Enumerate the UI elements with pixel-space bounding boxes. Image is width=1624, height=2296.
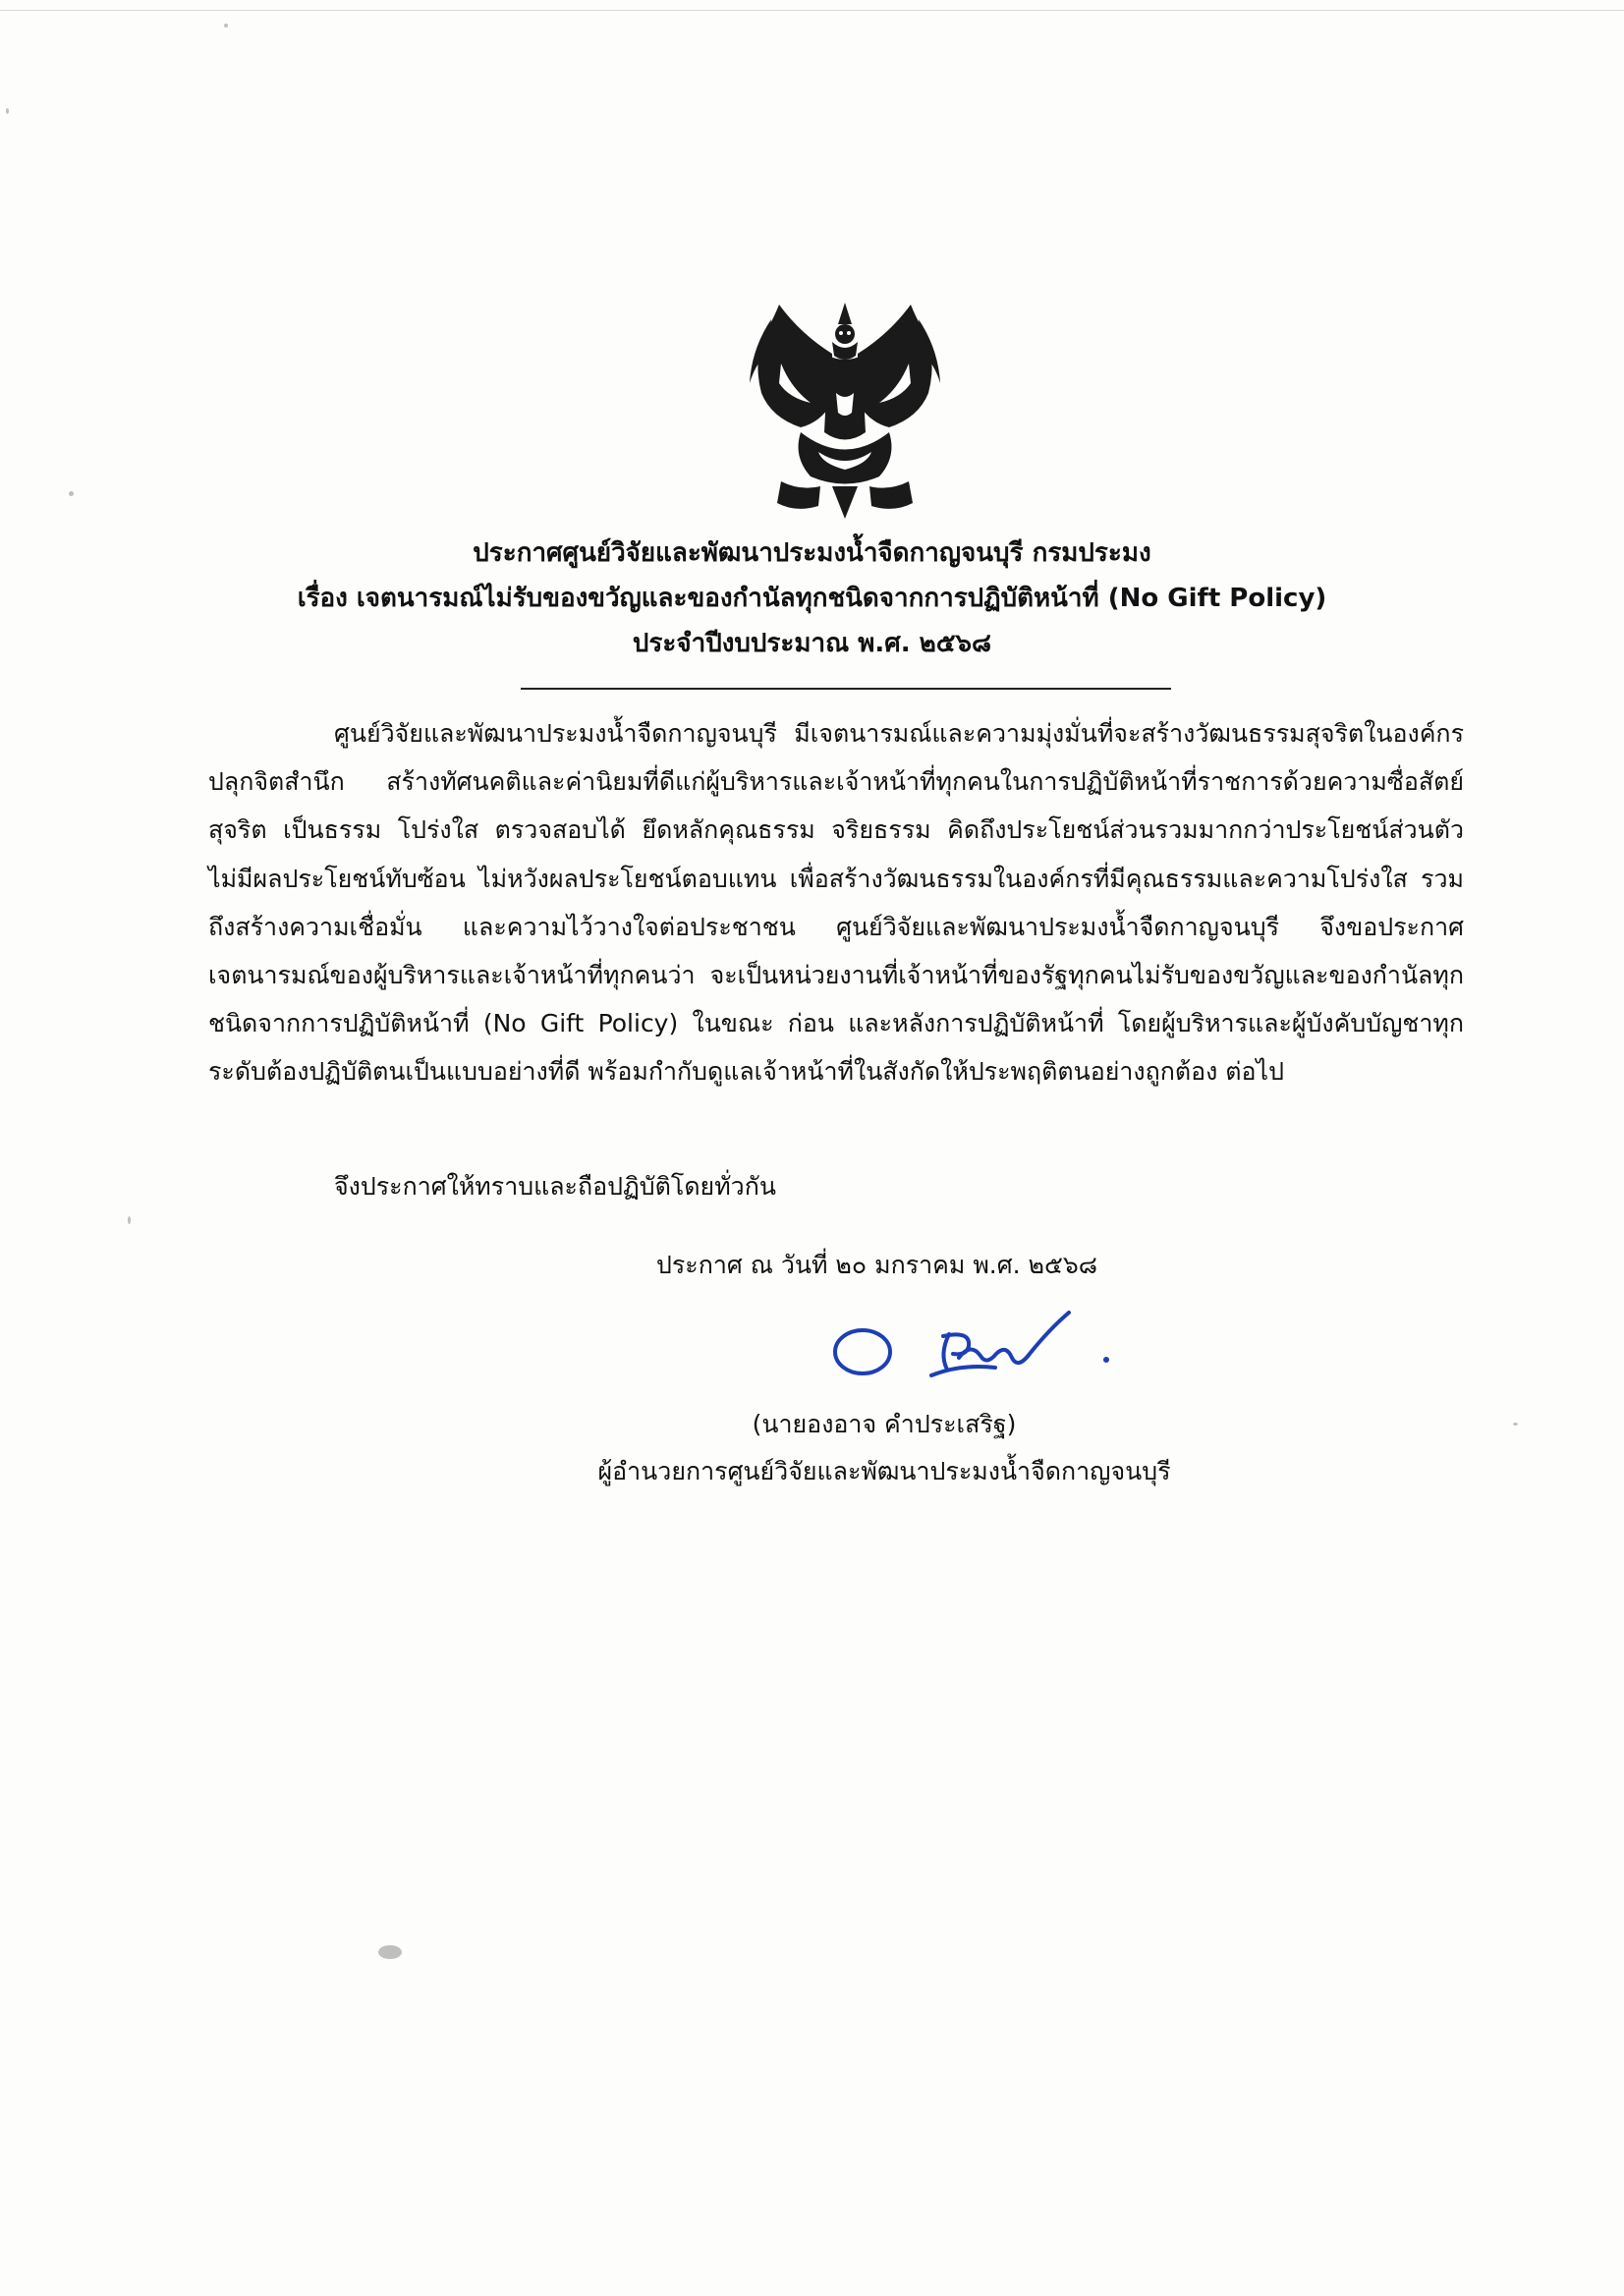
handwritten-signature	[823, 1295, 1148, 1393]
scan-top-edge	[0, 10, 1624, 11]
scan-speck	[378, 1945, 402, 1959]
garuda-emblem-icon	[742, 295, 948, 521]
scan-speck	[128, 1216, 131, 1224]
signer-name: (นายองอาจ คำประเสริฐ)	[752, 1410, 1017, 1438]
announcement-date: ประกาศ ณ วันที่ ๒๐ มกราคม พ.ศ. ๒๕๖๘	[656, 1251, 1098, 1279]
scan-speck	[1513, 1423, 1518, 1426]
header-line-subject: เรื่อง เจตนารมณ์ไม่รับของขวัญและของกำนัลทุกชนิดจากการปฏิบัติหน้าที่ (No Gift Policy)	[297, 584, 1327, 613]
scan-speck	[6, 108, 9, 114]
body-paragraph: ศูนย์วิจัยและพัฒนาประมงน้ำจืดกาญจนบุรี มีเจตนารมณ์และความมุ่งมั่นที่จะสร้างวัฒนธรรมสุจริตในองค์กร ปลุกจิตสำนึก สร้างทัศนคติและค่านิยมที่ดีแก่ผู้บริหารและเจ้าหน้าที่ทุกคนในการปฏิบัติหน้าที่ราชการด้วยความซื่อสัตย์สุจริต เป็นธรรม โปร่งใส ตรวจสอบได้ ยึดหลักคุณธรรม จริยธรรม คิดถึงประโยชน์ส่วนรวมมากกว่าประโยชน์ส่วนตัว ไม่มีผลประโยชน์ทับซ้อน ไม่หวังผลประโยชน์ตอบแทน เพื่อสร้างวัฒนธรรมในองค์กรที่มีคุณธรรมและความโปร่งใส รวมถึงสร้างความเชื่อมั่น และความไว้วางใจต่อประชาชน ศูนย์วิจัยและพัฒนาประมงน้ำจืดกาญจนบุรี จึงขอประกาศเจตนารมณ์ของผู้บริหารและเจ้าหน้าที่ทุกคนว่า จะเป็นหน่วยงานที่เจ้าหน้าที่ของรัฐทุกคนไม่รับของขวัญและของกำนัลทุกชนิดจากการปฏิบัติหน้าที่ (No Gift Policy) ในขณะ ก่อน และหลังการปฏิบัติหน้าที่ โดยผู้บริหารและผู้บังคับบัญชาทุกระดับต้องปฏิบัติตนเป็นแบบอย่างที่ดี พร้อมกำกับดูแลเจ้าหน้าที่ในสังกัดให้ประพฤติตนอย่างถูกต้อง ต่อไป	[208, 719, 1464, 1087]
header-divider	[521, 688, 1171, 690]
closing-statement: จึงประกาศให้ทราบและถือปฏิบัติโดยทั่วกัน	[334, 1172, 776, 1201]
signer-title: ผู้อำนวยการศูนย์วิจัยและพัฒนาประมงน้ำจืดกาญจนบุรี	[597, 1457, 1171, 1485]
header-line-organization: ประกาศศูนย์วิจัยและพัฒนาประมงน้ำจืดกาญจนบุรี กรมประมง	[473, 538, 1151, 568]
announcement-header	[196, 531, 1428, 666]
scan-speck	[224, 24, 228, 28]
scan-speck	[69, 491, 74, 496]
header-line-fiscal-year: ประจำปีงบประมาณ พ.ศ. ๒๕๖๘	[632, 629, 992, 658]
